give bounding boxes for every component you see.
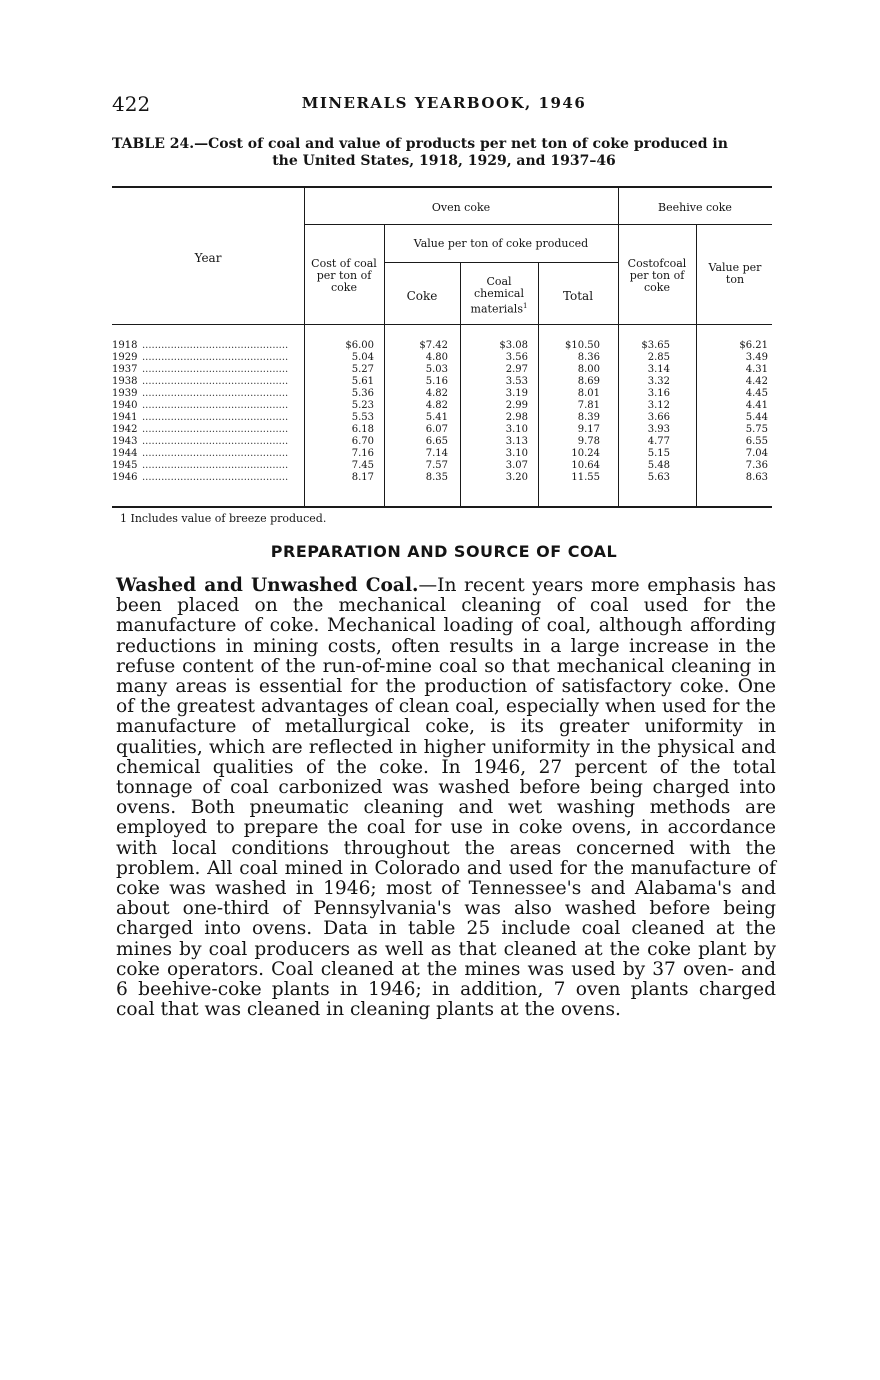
beehive-value-cell: 7.36 (745, 460, 768, 471)
table-row (112, 460, 772, 472)
beehive-value-cell: 6.55 (745, 436, 768, 447)
beehive-value-cell: $6.21 (739, 340, 768, 351)
beehive-cost-cell: 3.66 (647, 412, 670, 423)
beehive-cost-cell: 5.63 (647, 472, 670, 483)
oven-cost-cell: 5.53 (351, 412, 374, 423)
total-value-cell: 8.69 (577, 376, 600, 387)
header-beehive-value-per-ton: Value per ton (708, 261, 762, 286)
leader-dots: .............................................. (142, 460, 289, 471)
oven-cost-cell: 7.16 (351, 448, 374, 459)
leader-dots: .............................................. (142, 412, 289, 423)
running-title: MINERALS YEARBOOK, 1946 (301, 94, 587, 112)
beehive-cost-cell: 3.12 (647, 400, 670, 411)
leader-dots: .............................................. (142, 388, 289, 399)
table-row (112, 448, 772, 460)
header-beehive-cost-of-coal: Costofcoal per ton of coke (627, 257, 687, 294)
total-value-cell: 8.00 (577, 364, 600, 375)
chemical-value-cell: 3.10 (505, 424, 528, 435)
header-beehive-coke: Beehive coke (658, 201, 732, 214)
table-row (112, 388, 772, 400)
row-year: 1929 (112, 352, 138, 363)
coke-value-cell: 8.35 (425, 472, 448, 483)
beehive-cost-cell: 2.85 (647, 352, 670, 363)
oven-cost-cell: 7.45 (351, 460, 374, 471)
chemical-value-cell: 3.56 (505, 352, 528, 363)
row-year: 1943 (112, 436, 138, 447)
oven-cost-cell: 5.36 (351, 388, 374, 399)
oven-cost-cell: 5.04 (351, 352, 374, 363)
beehive-cost-cell: 5.48 (647, 460, 670, 471)
coke-value-cell: 7.57 (425, 460, 448, 471)
chemical-value-cell: 3.13 (505, 436, 528, 447)
beehive-cost-cell: 3.93 (647, 424, 670, 435)
header-value-per-ton-produced: Value per ton of coke produced (413, 237, 589, 250)
header-oven-coke: Oven coke (431, 201, 491, 214)
total-value-cell: 8.36 (577, 352, 600, 363)
total-value-cell: 8.39 (577, 412, 600, 423)
header-coke: Coke (406, 289, 438, 303)
oven-coke-rule (304, 224, 772, 225)
beehive-cost-cell: 3.32 (647, 376, 670, 387)
coke-value-cell: 6.65 (425, 436, 448, 447)
table-caption-line-1: TABLE 24.—Cost of coal and value of products per net ton of coke produced in (112, 136, 728, 152)
chemical-value-cell: 2.97 (505, 364, 528, 375)
coke-value-cell: 7.14 (425, 448, 448, 459)
data-table (112, 186, 772, 508)
coke-value-cell: 6.07 (425, 424, 448, 435)
leader-dots: .............................................. (142, 364, 289, 375)
table-row (112, 472, 772, 484)
table-row (112, 352, 772, 364)
table-row (112, 412, 772, 424)
table-caption-line-2: the United States, 1918, 1929, and 1937–46 (272, 153, 616, 169)
paragraph-text: —In recent years more emphasis has been placed on the mechanical cleaning of coal used for the manufacture of coke. Mechanical loading of coal, although affording reductions in mining costs, often results in a large increase in the refuse content of the run-of-mine coal so that mechanical cleaning in many areas is essential for the production of satisfactory coke. One of the greatest advantages of clean coal, especially when used for the manufacture of metallurgical coke, is its greater uniformity in qualities, which are reflected in higher uniformity in the physical and chemical qualities of the coke. In 1946, 27 percent of the total tonnage of coal carbonized was washed before being charged into ovens. Both pneumatic cleaning and wet washing methods are employed to prepare the coal for use in coke ovens, in accordance with local conditions throughout the areas concerned with the problem. All coal mined in Colorado and used for the manufacture of coke was washed in 1946; most of Tennessee's and Alabama's and about one-third of Pennsylvania's was also washed before being charged into ovens. Data in table 25 include coal cleaned at the mines by coal producers as well as that cleaned at the coke plant by coke operators. Coal cleaned at the mines was used by 37 oven- and 6 beehive-coke plants in 1946; in addition, 7 oven plants charged coal that was cleaned in cleaning plants at the ovens. (116, 575, 776, 1021)
table-row (112, 436, 772, 448)
chemical-value-cell: 2.99 (505, 400, 528, 411)
coke-value-cell: 4.80 (425, 352, 448, 363)
leader-dots: .............................................. (142, 400, 289, 411)
table-row (112, 424, 772, 436)
row-year: 1937 (112, 364, 138, 375)
leader-dots: .............................................. (142, 472, 289, 483)
total-value-cell: 8.01 (577, 388, 600, 399)
beehive-cost-cell: 5.15 (647, 448, 670, 459)
table-footnote: 1 Includes value of breeze produced. (120, 512, 327, 525)
header-total: Total (562, 289, 594, 303)
row-year: 1938 (112, 376, 138, 387)
value-per-ton-rule (384, 262, 618, 263)
coke-value-cell: 5.03 (425, 364, 448, 375)
page-number: 422 (112, 92, 151, 116)
table-row (112, 376, 772, 388)
paragraph-lead: Washed and Unwashed Coal. (116, 575, 419, 596)
table-bottom-rule (112, 506, 772, 508)
row-year: 1941 (112, 412, 138, 423)
beehive-value-cell: 4.42 (745, 376, 768, 387)
coke-value-cell: 4.82 (425, 388, 448, 399)
section-heading: PREPARATION AND SOURCE OF COAL (270, 542, 618, 561)
row-year: 1942 (112, 424, 138, 435)
total-value-cell: 9.78 (577, 436, 600, 447)
beehive-value-cell: 5.44 (745, 412, 768, 423)
total-value-cell: $10.50 (565, 340, 600, 351)
table-row (112, 364, 772, 376)
leader-dots: .............................................. (142, 340, 289, 351)
row-year: 1940 (112, 400, 138, 411)
oven-cost-cell: 6.70 (351, 436, 374, 447)
row-year: 1946 (112, 472, 138, 483)
beehive-value-cell: 4.31 (745, 364, 768, 375)
chemical-value-cell: 3.19 (505, 388, 528, 399)
table-top-rule (112, 186, 772, 188)
header-coal-chemical-text: Coal chemical materials (470, 275, 524, 316)
row-year: 1945 (112, 460, 138, 471)
beehive-value-cell: 5.75 (745, 424, 768, 435)
beehive-cost-cell: 3.14 (647, 364, 670, 375)
page-header (112, 92, 776, 118)
header-year: Year (194, 251, 222, 265)
chemical-value-cell: 3.07 (505, 460, 528, 471)
leader-dots: .............................................. (142, 448, 289, 459)
beehive-cost-cell: 3.16 (647, 388, 670, 399)
chemical-value-cell: $3.08 (499, 340, 528, 351)
beehive-value-cell: 4.45 (745, 388, 768, 399)
oven-cost-cell: $6.00 (345, 340, 374, 351)
total-value-cell: 10.24 (571, 448, 600, 459)
header-oven-cost-of-coal: Cost of coal per ton of coke (311, 257, 377, 294)
chemical-value-cell: 3.10 (505, 448, 528, 459)
chemical-value-cell: 3.20 (505, 472, 528, 483)
footnote-marker: 1 (522, 302, 528, 310)
oven-cost-cell: 6.18 (351, 424, 374, 435)
table-row (112, 340, 772, 352)
row-year: 1918 (112, 340, 138, 351)
oven-cost-cell: 5.61 (351, 376, 374, 387)
header-coal-chemical (462, 276, 536, 316)
total-value-cell: 10.64 (571, 460, 600, 471)
coke-value-cell: 5.16 (425, 376, 448, 387)
beehive-cost-cell: 4.77 (647, 436, 670, 447)
header-bottom-rule (112, 324, 772, 325)
coke-value-cell: 5.41 (425, 412, 448, 423)
leader-dots: .............................................. (142, 436, 289, 447)
total-value-cell: 11.55 (571, 472, 600, 483)
chemical-value-cell: 3.53 (505, 376, 528, 387)
oven-cost-cell: 5.23 (351, 400, 374, 411)
beehive-value-cell: 3.49 (745, 352, 768, 363)
row-year: 1939 (112, 388, 138, 399)
leader-dots: .............................................. (142, 424, 289, 435)
body-paragraph (116, 576, 776, 1020)
beehive-value-cell: 7.04 (745, 448, 768, 459)
coke-value-cell: $7.42 (419, 340, 448, 351)
oven-cost-cell: 5.27 (351, 364, 374, 375)
leader-dots: .............................................. (142, 376, 289, 387)
table-row (112, 400, 772, 412)
total-value-cell: 7.81 (577, 400, 600, 411)
table-caption (112, 136, 776, 170)
beehive-value-cell: 8.63 (745, 472, 768, 483)
chemical-value-cell: 2.98 (505, 412, 528, 423)
beehive-cost-cell: $3.65 (641, 340, 670, 351)
coke-value-cell: 4.82 (425, 400, 448, 411)
row-year: 1944 (112, 448, 138, 459)
oven-cost-cell: 8.17 (351, 472, 374, 483)
beehive-value-cell: 4.41 (745, 400, 768, 411)
total-value-cell: 9.17 (577, 424, 600, 435)
leader-dots: .............................................. (142, 352, 289, 363)
